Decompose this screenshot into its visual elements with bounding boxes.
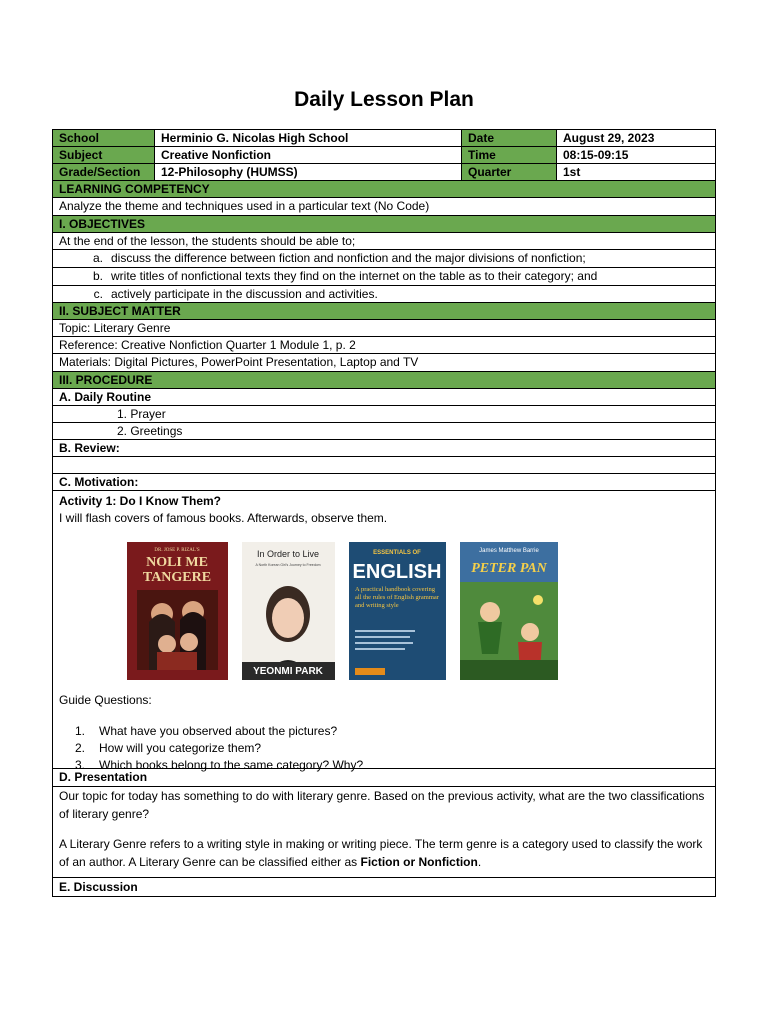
objective-text: actively participate in the discussion and activities. <box>111 286 378 301</box>
blank-row <box>53 457 715 474</box>
fiction-nonfiction: Fiction or Nonfiction <box>360 855 478 869</box>
noli-title-2: TANGERE <box>142 570 212 585</box>
yeonmi-title: In Order to Live <box>256 549 320 559</box>
lesson-plan-table <box>52 129 716 897</box>
quarter-label: Quarter <box>461 164 556 180</box>
discussion-label: E. Discussion <box>59 879 138 894</box>
competency-text: Analyze the theme and techniques used in a particular text (No Code) <box>59 199 430 213</box>
objective-item <box>53 250 715 268</box>
guide-question: 3. Which books belong to the same category? Why? <box>74 758 364 772</box>
competency-row <box>53 198 715 216</box>
routine-item: 2. Greetings <box>53 423 715 440</box>
date-label: Date <box>461 130 556 146</box>
competency-heading: LEARNING COMPETENCY <box>53 181 715 198</box>
page-title: Daily Lesson Plan <box>294 88 474 111</box>
reference-row <box>53 337 715 354</box>
presentation-paragraph-2: A Literary Genre refers to a writing style in making or writing piece. The term genre is a category used to classify the work of an author. A Literary Genre can be classified either as Fiction or Nonfiction. <box>59 837 703 869</box>
yeonmi-subtitle: A North Korean Girl's Journey to Freedom <box>255 563 321 567</box>
yeonmi-author: YEONMI PARK <box>253 666 323 677</box>
english-over-title: ESSENTIALS OF <box>373 550 421 556</box>
daily-routine-label: A. Daily Routine <box>59 389 152 404</box>
objective-marker: a. <box>92 251 103 265</box>
time-label: Time <box>461 147 556 163</box>
reference-text: Reference: Creative Nonfiction Quarter 1 Module 1, p. 2 <box>59 337 356 352</box>
activity-title: Activity 1: Do I Know Them? <box>59 494 222 508</box>
subject-matter-heading: II. SUBJECT MATTER <box>53 303 715 320</box>
objective-text: discuss the difference between fiction and nonfiction and the major divisions of nonfiction; <box>111 251 586 265</box>
presentation-label: D. Presentation <box>59 770 148 784</box>
header-row-grade <box>53 164 715 181</box>
noli-author: DR. JOSE P. RIZAL'S <box>154 548 200 553</box>
guide-question: 1. What have you observed about the pictures? <box>74 724 338 738</box>
book-cover-in-order-to-live <box>242 542 335 680</box>
activity-block <box>53 491 715 772</box>
objective-marker: c. <box>93 286 103 301</box>
subject-label: Subject <box>53 147 154 163</box>
review-label: B. Review: <box>59 440 120 455</box>
time-value: 08:15-09:15 <box>556 147 715 163</box>
objective-text: write titles of nonfictional texts they find on the internet on the table as to their category; and <box>111 269 598 283</box>
english-title: ENGLISH <box>352 561 442 583</box>
school-value: Herminio G. Nicolas High School <box>154 130 461 146</box>
grade-label: Grade/Section <box>53 164 154 180</box>
book-covers <box>127 542 709 680</box>
book-cover-essentials-of-english <box>349 542 446 680</box>
guide-questions-label: Guide Questions: <box>59 693 152 707</box>
objectives-heading: I. OBJECTIVES <box>53 216 715 233</box>
subject-value: Creative Nonfiction <box>154 147 461 163</box>
motivation-row <box>53 474 715 491</box>
date-value: August 29, 2023 <box>556 130 715 146</box>
presentation-block <box>53 787 715 878</box>
topic-row <box>53 320 715 337</box>
activity-text: I will flash covers of famous books. Afterwards, observe them. <box>59 511 388 525</box>
objective-item <box>53 268 715 286</box>
quarter-value: 1st <box>556 164 715 180</box>
book-cover-peter-pan <box>460 542 558 680</box>
school-label: School <box>53 130 154 146</box>
review-row <box>53 440 715 457</box>
header-row-subject <box>53 147 715 164</box>
materials-text: Materials: Digital Pictures, PowerPoint Presentation, Laptop and TV <box>59 355 419 369</box>
daily-routine-row <box>53 389 715 406</box>
peterpan-title: PETER PAN <box>471 561 547 576</box>
discussion-row <box>53 878 715 896</box>
book-cover-noli <box>127 542 228 680</box>
peterpan-author: James Matthew Barrie <box>479 548 539 554</box>
english-subtitle: A practical handbook covering all the rules of English grammar and writing style <box>355 586 439 609</box>
objectives-intro: At the end of the lesson, the students should be able to; <box>59 233 356 248</box>
presentation-paragraph-1: Our topic for today has something to do with literary genre. Based on the previous activity, what are the two classifications of literary genre? <box>59 789 705 821</box>
noli-cover-art <box>127 542 228 680</box>
guide-questions <box>59 723 709 774</box>
peterpan-cover-art <box>460 542 558 680</box>
routine-item: 1. Prayer <box>53 406 715 423</box>
header-row-school <box>53 130 715 147</box>
english-cover-art <box>349 542 446 680</box>
objective-marker: b. <box>92 269 103 283</box>
yeonmi-cover-art <box>242 542 335 680</box>
procedure-heading: III. PROCEDURE <box>53 372 715 389</box>
objectives-intro-row <box>53 233 715 250</box>
guide-question: 2. How will you categorize them? <box>74 741 262 755</box>
grade-value: 12-Philosophy (HUMSS) <box>154 164 461 180</box>
noli-title-1: NOLI ME <box>146 555 208 570</box>
presentation-row <box>53 769 715 787</box>
objective-item <box>53 286 715 303</box>
motivation-label: C. Motivation: <box>59 474 139 489</box>
topic-text: Topic: Literary Genre <box>59 320 171 335</box>
materials-row <box>53 354 715 372</box>
